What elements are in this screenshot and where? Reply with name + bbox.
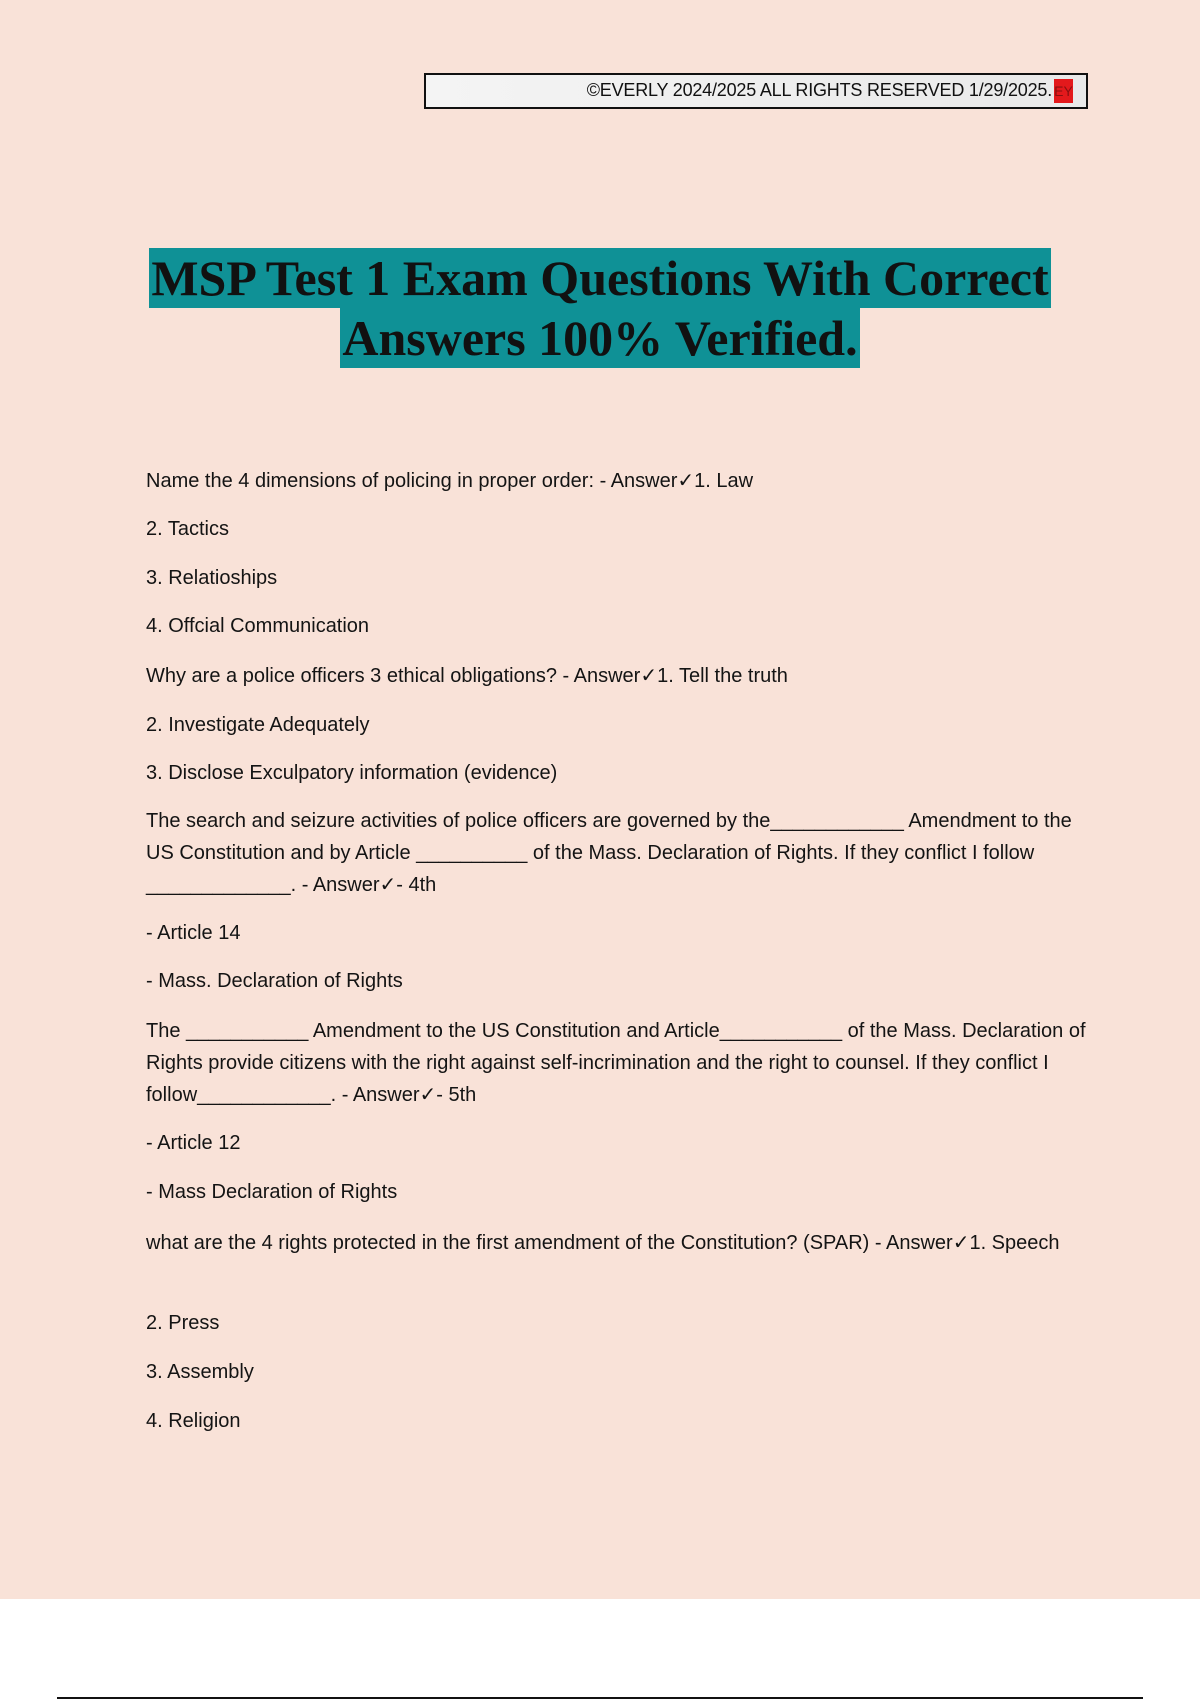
answer-line: - Mass Declaration of Rights	[146, 1181, 398, 1203]
answer-line: - Article 12	[146, 1132, 241, 1154]
copyright-text: ©EVERLY 2024/2025 ALL RIGHTS RESERVED 1/29/2025.	[586, 80, 1052, 100]
answer-line: 3. Assembly	[146, 1361, 254, 1383]
answer-line: 3. Disclose Exculpatory information (evidence)	[146, 762, 558, 784]
question-text: The search and seizure activities of police officers are governed by the____________ Amendment to the US Constitution and by Article __________ of the Mass. Declaration of Rights. If they conflict I follow _____________. - Answer✓- 4th	[146, 810, 1078, 896]
answer-line: - Article 14	[146, 922, 241, 944]
question-text: Name the 4 dimensions of policing in proper order: - Answer✓1. Law	[146, 470, 754, 492]
question-text: The ___________ Amendment to the US Constitution and Article___________ of the Mass. Declaration of Rights provide citizens with the right against self-incrimination and the right to counsel. If they conflict I follow____________. - Answer✓- 5th	[146, 1020, 1092, 1106]
answer-line: 2. Investigate Adequately	[146, 714, 370, 736]
question-text: Why are a police officers 3 ethical obligations? - Answer✓1. Tell the truth	[146, 665, 788, 687]
title-line-2: Answers 100% Verified.	[342, 310, 858, 366]
answer-line: 4. Offcial Communication	[146, 615, 370, 637]
brand-badge: EY	[1054, 79, 1073, 103]
answer-line: 4. Religion	[146, 1410, 241, 1432]
document-title	[0, 248, 1200, 368]
copyright-header	[424, 73, 1088, 109]
footer-rule	[57, 1697, 1143, 1699]
answer-line: 3. Relatioships	[146, 567, 278, 589]
answer-line: 2. Press	[146, 1312, 220, 1334]
question-text: what are the 4 rights protected in the first amendment of the Constitution? (SPAR) - Answer✓1. Speech	[146, 1232, 1060, 1254]
answer-line: - Mass. Declaration of Rights	[146, 970, 403, 992]
title-line-1: MSP Test 1 Exam Questions With Correct	[151, 250, 1049, 306]
answer-line: 2. Tactics	[146, 518, 229, 540]
